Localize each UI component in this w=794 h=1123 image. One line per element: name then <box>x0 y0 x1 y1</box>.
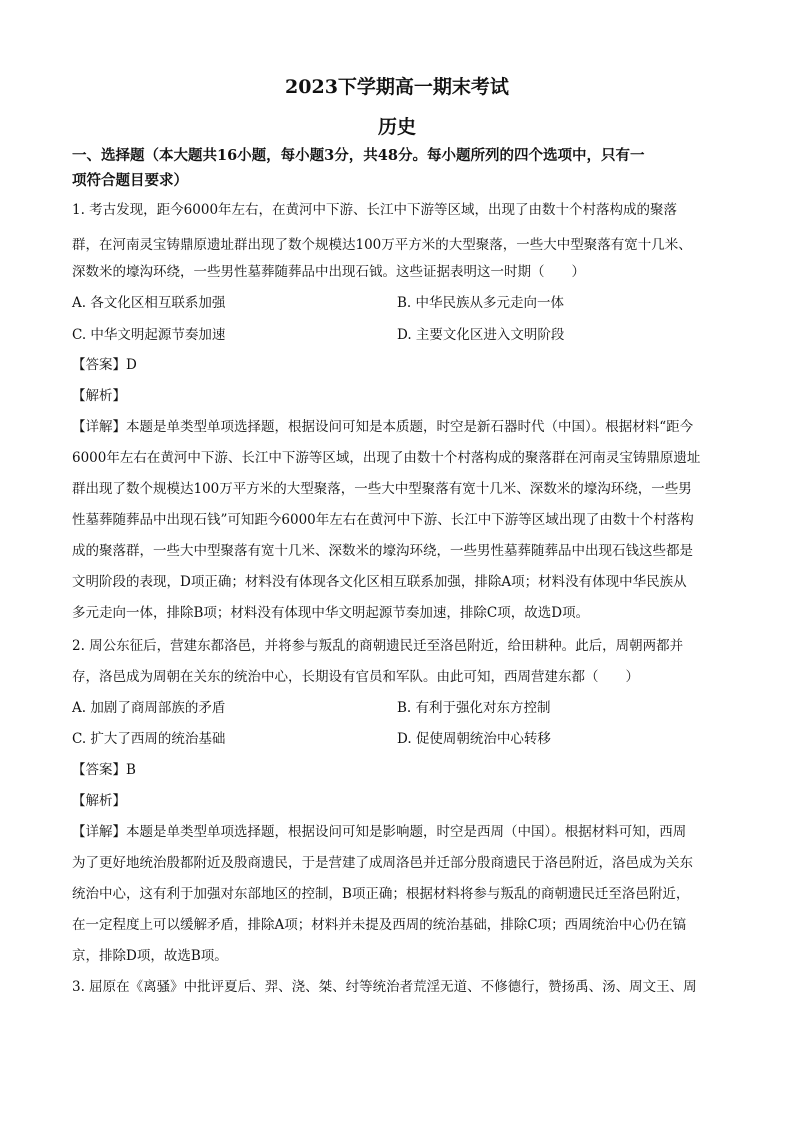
q2-answer: 【答案】B <box>72 762 136 778</box>
q1-detail-line: 【详解】本题是单类型单项选择题，根据设问可知是本质题，时空是新石器时代（中国）。根据材料“距今 <box>72 419 694 435</box>
q1-option-d: D. 主要文化区进入文明阶段 <box>397 327 565 343</box>
q2-stem-line: 2. 周公东征后，营建东都洛邑，并将参与叛乱的商朝遗民迁至洛邑附近，给田耕种。此后，周朝两都并 <box>72 638 684 654</box>
q2-detail-line: 为了更好地统治殷都附近及殷商遗民，于是营建了成周洛邑并迁部分殷商遗民于洛邑附近，洛邑成为关东 <box>72 855 693 871</box>
q2-detail-line: 在一定程度上可以缓解矛盾，排除A项；材料并未提及西周的统治基础，排除C项；西周统治中心仍在镐 <box>72 917 687 933</box>
q1-stem-line: 深数米的壕沟环绕，一些男性墓葬随葬品中出现石钺。这些证据表明这一时期（ ） <box>72 264 585 280</box>
q2-option-d: D. 促使周朝统治中心转移 <box>397 731 551 747</box>
q1-analysis-label: 【解析】 <box>72 388 126 404</box>
q2-detail-line: 统治中心，这有利于加强对东部地区的控制，B项正确；根据材料将参与叛乱的商朝遗民迁至洛邑附近， <box>72 886 690 902</box>
q1-option-a: A. 各文化区相互联系加强 <box>72 295 226 311</box>
q1-detail-line: 性墓葬随葬品中出现石钱”可知距今6000年左右在黄河中下游、长江中下游等区域出现了由数十个村落构 <box>72 512 694 528</box>
q2-analysis-label: 【解析】 <box>72 793 126 809</box>
q3-stem-line: 3. 屈原在《离骚》中批评夏后、羿、浇、桀、纣等统治者荒淫无道、不修德行，赞扬禹、汤、周文王、周 <box>72 979 697 995</box>
q1-detail-line: 成的聚落群，一些大中型聚落有宽十几米、深数米的壕沟环绕，一些男性墓葬随葬品中出现石钱这些都是 <box>72 543 693 559</box>
q2-option-a: A. 加剧了商周部族的矛盾 <box>72 700 226 716</box>
q1-detail-line: 文明阶段的表现，D项正确；材料没有体现各文化区相互联系加强，排除A项；材料没有体现中华民族从 <box>72 574 687 590</box>
q2-detail-line: 京，排除D项，故选B项。 <box>72 948 228 964</box>
q1-detail-line: 6000年左右在黄河中下游、长江中下游等区域，出现了由数十个村落构成的聚落群在河南灵宝铸鼎原遗址 <box>72 450 701 466</box>
section-heading <box>72 143 728 193</box>
section-heading-line: 项符合题目要求） <box>72 172 188 189</box>
q2-option-b: B. 有利于强化对东方控制 <box>397 700 551 716</box>
q1-detail-line: 多元走向一体，排除B项；材料没有体现中华文明起源节奏加速，排除C项，故选D项。 <box>72 605 590 621</box>
q1-stem-line: 群，在河南灵宝铸鼎原遗址群出现了数个规模达100万平方米的大型聚落，一些大中型聚落有宽十几米、 <box>72 237 692 253</box>
section-heading-line: 一、选择题（本大题共16小题，每小题3分，共48分。每小题所列的四个选项中，只有一 <box>72 147 645 164</box>
q1-option-c: C. 中华文明起源节奏加速 <box>72 327 226 343</box>
q1-detail-line: 群出现了数个规模达100万平方米的大型聚落，一些大中型聚落有宽十几米、深数米的壕沟环绕，一些男 <box>72 481 692 497</box>
q2-option-c: C. 扩大了西周的统治基础 <box>72 731 226 747</box>
q2-detail-line: 【详解】本题是单类型单项选择题，根据设问可知是影响题，时空是西周（中国）。根据材料可知，西周 <box>72 824 687 840</box>
exam-title: 2023下学期高一期末考试 <box>285 76 509 98</box>
q1-option-b: B. 中华民族从多元走向一体 <box>397 295 565 311</box>
q1-stem-line: 1. 考古发现，距今6000年左右，在黄河中下游、长江中下游等区域，出现了由数十个村落构成的聚落 <box>72 202 678 218</box>
q1-answer: 【答案】D <box>72 357 137 373</box>
exam-subject: 历史 <box>377 116 416 138</box>
q2-stem-line: 存，洛邑成为周朝在关东的统治中心，长期设有官员和军队。由此可知，西周营建东都（ ） <box>72 669 639 685</box>
